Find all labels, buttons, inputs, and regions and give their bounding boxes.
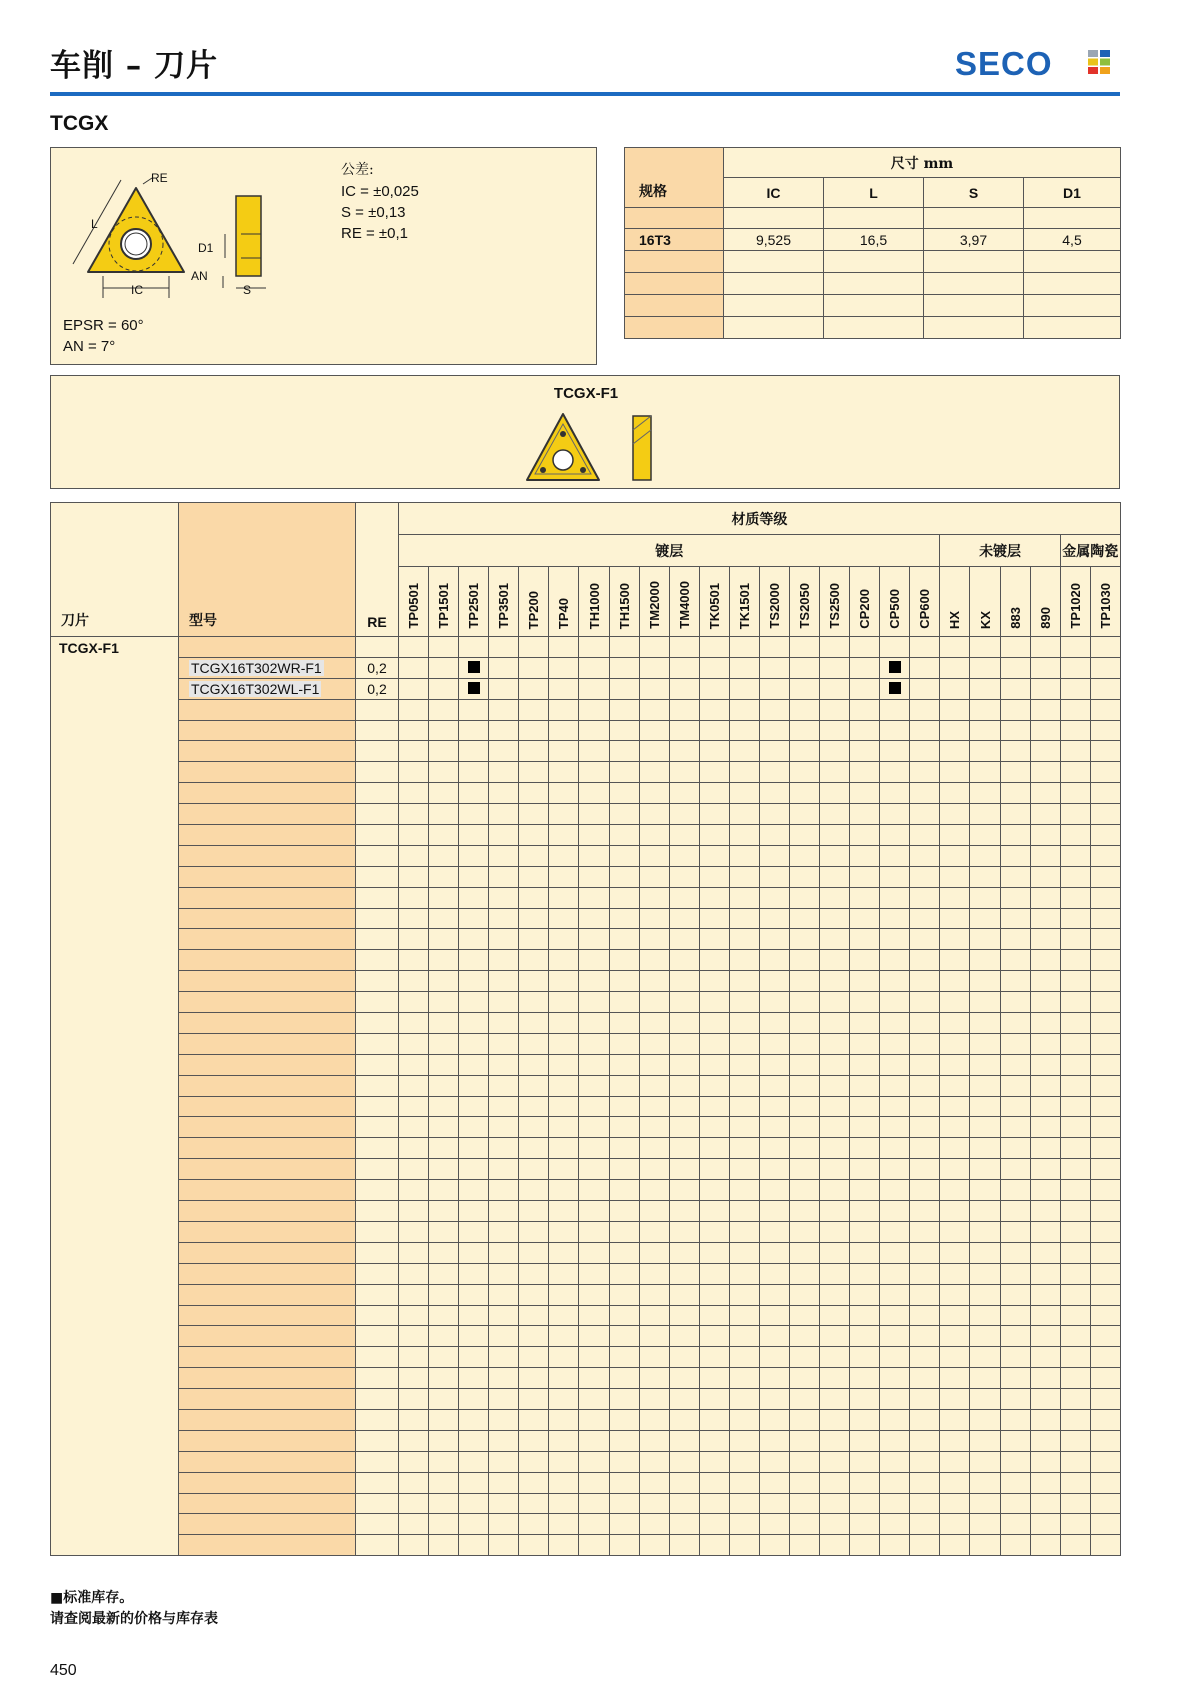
table-row [51,804,1121,825]
grade-label: TP200 [526,590,542,629]
grade-header [759,567,789,637]
table-row [51,887,1121,908]
grade-header [910,567,940,637]
re-header: RE [356,503,399,637]
tolerance-title: 公差: [341,162,374,178]
stock-mark-icon [889,682,901,694]
table-row [51,1159,1121,1180]
grade-label: TK1501 [736,582,752,629]
d1-value: 4,5 [1024,229,1121,251]
grade-header [429,567,459,637]
label-ic: IC [131,283,143,297]
tolerance-ic: IC = ±0,025 [341,183,419,200]
label-s: S [243,283,252,297]
table-row [51,1347,1121,1368]
grade-header [1090,567,1120,637]
stock-mark-icon [468,682,480,694]
grade-label: TP0501 [406,583,422,629]
grade-table [50,502,1121,1556]
epsr-value: EPSR = 60° [63,317,144,334]
label-re: RE [151,171,168,185]
grade-header [940,567,970,637]
product-code[interactable]: TCGX16T302WR-F1 [191,659,322,676]
table-row [51,783,1121,804]
l-value: 16,5 [824,229,924,251]
grade-header [669,567,699,637]
col-l: L [824,178,924,208]
logo-mark-icon [1088,50,1110,74]
type-header: 型号 [179,503,356,637]
table-row [51,1493,1121,1514]
grade-label: CP200 [857,589,873,629]
grade-header [639,567,669,637]
grade-header [880,567,910,637]
footnote-stock: ■标准库存。 [50,1590,134,1606]
table-row [51,1138,1121,1159]
table-row [51,1451,1121,1472]
grade-header [549,567,579,637]
label-d1: D1 [198,241,214,255]
table-row [51,1221,1121,1242]
grade-header [1030,567,1060,637]
table-row [51,992,1121,1013]
table-row [51,720,1121,741]
page-number: 450 [50,1662,77,1679]
table-row [51,1514,1121,1535]
grade-header [579,567,609,637]
dim-group-header: 尺寸 mm [724,148,1121,178]
label-an: AN [191,269,208,283]
table-row [51,1389,1121,1410]
table-row [51,929,1121,950]
table-row [51,845,1121,866]
table-row [51,950,1121,971]
table-row [51,699,1121,720]
grade-header [519,567,549,637]
table-row [51,657,1121,678]
an-value: AN = 7° [63,338,116,355]
group-cermet-header: 金属陶瓷 [1060,535,1120,567]
grade-label: TP1501 [436,583,452,629]
tolerance-block [341,160,419,244]
col-s: S [924,178,1024,208]
table-row [51,1096,1121,1117]
group-coated-header: 镀层 [399,535,940,567]
grade-label: TP1020 [1067,583,1083,629]
table-row [51,762,1121,783]
table-row [51,1472,1121,1493]
table-row [51,1430,1121,1451]
tolerance-s: S = ±0,13 [341,204,406,221]
grade-header [699,567,729,637]
grade-label: TP40 [556,597,572,629]
stock-mark-icon [889,661,901,673]
grade-label: TS2000 [766,583,782,629]
grade-header [609,567,639,637]
drawing-panel [50,147,597,365]
table-row [51,1284,1121,1305]
grade-label: HX [947,610,963,629]
table-row [51,1305,1121,1326]
grade-label: KX [977,610,993,629]
footnote-price: 请查阅最新的价格与库存表 [50,1611,218,1627]
grade-label: TM4000 [676,581,692,629]
grade-header [820,567,850,637]
table-row [51,1326,1121,1347]
table-row [51,1242,1121,1263]
table-row [51,1075,1121,1096]
insert-family-title: TCGX [50,112,109,135]
col-d1: D1 [1024,178,1121,208]
s-value: 3,97 [924,229,1024,251]
grade-label: TH1500 [616,582,632,629]
grade-label: TP2501 [466,583,482,629]
table-row [625,229,1121,251]
table-row [51,1033,1121,1054]
table-row [51,1535,1121,1556]
table-row [51,1409,1121,1430]
footnote [50,1588,218,1630]
table-row [51,1201,1121,1222]
grade-header [399,567,429,637]
grade-label: TS2050 [797,583,813,629]
table-row [51,1054,1121,1075]
spec-value: 16T3 [625,229,724,251]
grade-label: CP600 [917,589,933,629]
table-row [51,741,1121,762]
tcgx-f1-insert-icon [521,410,661,486]
grade-header [489,567,519,637]
tolerance-re: RE = ±0,1 [341,225,409,242]
grade-header [729,567,759,637]
header-rule [50,92,1120,96]
product-code[interactable]: TCGX16T302WL-F1 [191,680,320,697]
table-row [51,908,1121,929]
table-row [51,1263,1121,1284]
page-title: 车削 – 刀片 [50,48,219,84]
geometry-label: TCGX-F1 [553,385,619,402]
grade-label: TP3501 [496,583,512,629]
grade-label: TK0501 [706,582,722,629]
label-l: L [91,217,98,231]
grade-header [1000,567,1030,637]
grade-label: CP500 [887,589,903,629]
table-row [51,825,1121,846]
grade-header [790,567,820,637]
group-uncoated-header: 未镀层 [940,535,1060,567]
insert-group-name: TCGX-F1 [51,637,179,1556]
brand-logo: SECO [955,45,1053,82]
dimension-table [624,147,1121,339]
col-ic: IC [724,178,824,208]
geometry-panel [50,375,1120,489]
ic-value: 9,525 [724,229,824,251]
re-value: 0,2 [356,678,399,699]
table-row [51,1368,1121,1389]
grade-label: TM2000 [646,581,662,629]
grade-header [850,567,880,637]
grade-label: TS2500 [827,583,843,629]
re-value: 0,2 [356,657,399,678]
spec-header: 规格 [625,148,724,208]
stock-mark-icon [468,661,480,673]
table-row [51,866,1121,887]
table-row [51,1117,1121,1138]
table-row [51,637,1121,658]
grade-label: 883 [1007,607,1023,629]
material-grade-header: 材质等级 [399,503,1121,535]
grade-header [1060,567,1090,637]
grade-label: 890 [1037,607,1053,629]
table-row [51,1013,1121,1034]
grade-label: TP1030 [1097,583,1113,629]
table-row [51,678,1121,699]
table-row [51,971,1121,992]
grade-label: TH1000 [586,582,602,629]
insert-header: 刀片 [51,503,179,637]
table-row [51,1180,1121,1201]
grade-header [970,567,1000,637]
grade-header [459,567,489,637]
